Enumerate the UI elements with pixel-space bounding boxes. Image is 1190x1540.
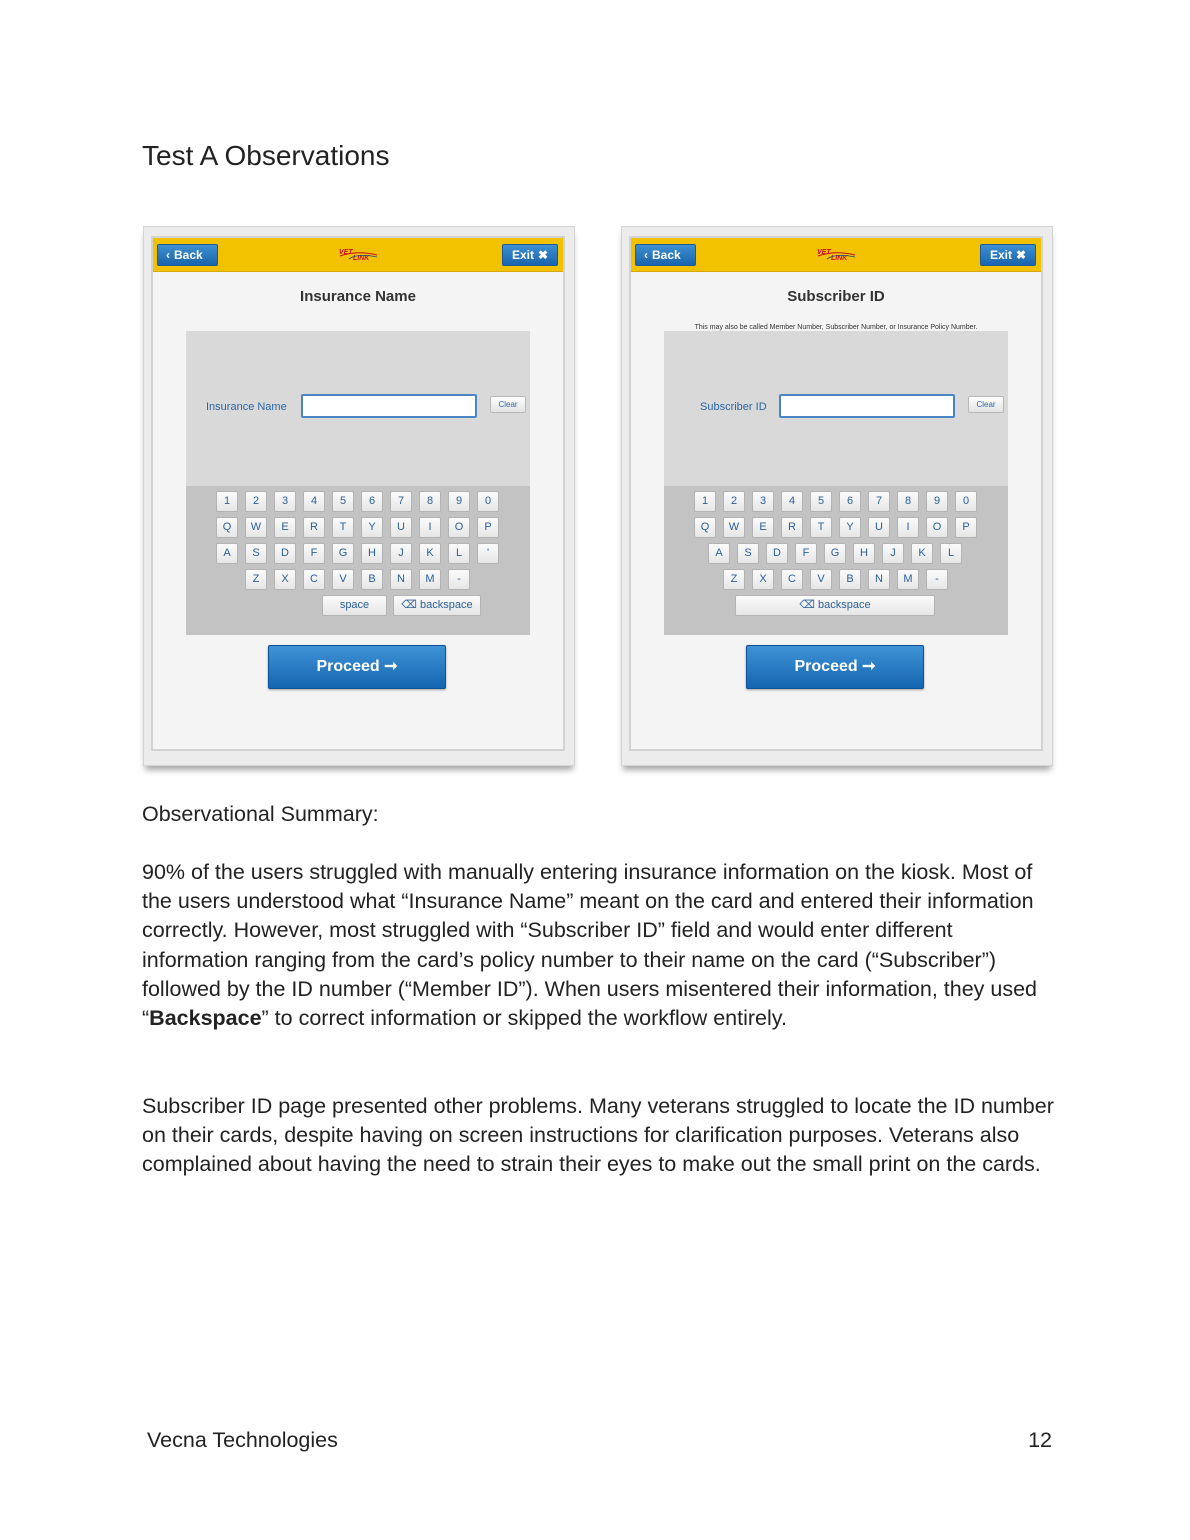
key-1[interactable]: 1 xyxy=(694,491,716,512)
key-2[interactable]: 2 xyxy=(723,491,745,512)
subscriber-id-input[interactable] xyxy=(779,394,955,418)
key-x[interactable]: X xyxy=(274,569,296,590)
insurance-name-input[interactable] xyxy=(301,394,477,418)
keyboard-row-asdf xyxy=(664,543,1008,565)
key-0[interactable]: 0 xyxy=(477,491,499,512)
vet-link-logo xyxy=(815,247,857,261)
key-z[interactable]: Z xyxy=(245,569,267,590)
backspace-key[interactable]: ⌫ backspace xyxy=(735,595,935,616)
key-q[interactable]: Q xyxy=(694,517,716,538)
key-m[interactable]: M xyxy=(897,569,919,590)
backspace-emphasis: Backspace xyxy=(149,1006,262,1031)
backspace-key[interactable]: ⌫ backspace xyxy=(393,595,481,616)
summary-paragraph-2: Subscriber ID page presented other problems. Many veterans struggled to locate the ID number on their cards, despite having on screen instructions for clarification purposes. Veterans also complained about having the need to strain their eyes to make out the small print on the cards. xyxy=(142,1094,1054,1177)
key-5[interactable]: 5 xyxy=(810,491,832,512)
keyboard-row-zxcv xyxy=(664,569,1008,591)
key-dash[interactable]: - xyxy=(926,569,948,590)
key-i[interactable]: I xyxy=(419,517,441,538)
key-7[interactable]: 7 xyxy=(868,491,890,512)
key-o[interactable]: O xyxy=(448,517,470,538)
key-apostrophe[interactable]: ' xyxy=(477,543,499,564)
back-label: Back xyxy=(174,248,203,262)
keyboard-row-numbers xyxy=(186,491,530,513)
key-k[interactable]: K xyxy=(419,543,441,564)
key-v[interactable]: V xyxy=(810,569,832,590)
key-n[interactable]: N xyxy=(868,569,890,590)
keyboard-row-backspace xyxy=(664,595,1008,617)
page-number: 12 xyxy=(1028,1428,1052,1452)
key-5[interactable]: 5 xyxy=(332,491,354,512)
key-k[interactable]: K xyxy=(911,543,933,564)
key-p[interactable]: P xyxy=(477,517,499,538)
keyboard-row-numbers xyxy=(664,491,1008,513)
key-3[interactable]: 3 xyxy=(752,491,774,512)
logo-text-top: VET xyxy=(817,249,831,256)
key-s[interactable]: S xyxy=(245,543,267,564)
close-icon: ✖ xyxy=(1015,248,1027,262)
keyboard-row-qwerty xyxy=(664,517,1008,539)
clear-button[interactable]: Clear xyxy=(490,396,526,413)
key-d[interactable]: D xyxy=(274,543,296,564)
key-p[interactable]: P xyxy=(955,517,977,538)
kiosk-screen xyxy=(151,236,565,751)
key-a[interactable]: A xyxy=(708,543,730,564)
key-g[interactable]: G xyxy=(332,543,354,564)
subscriber-id-label: Subscriber ID xyxy=(700,401,767,413)
key-b[interactable]: B xyxy=(839,569,861,590)
key-j[interactable]: J xyxy=(882,543,904,564)
top-bar xyxy=(631,238,1041,272)
logo-text-top: VET xyxy=(339,249,353,256)
proceed-label: Proceed xyxy=(316,658,380,675)
vet-link-logo xyxy=(337,247,379,261)
on-screen-keyboard xyxy=(186,486,530,635)
top-bar xyxy=(153,238,563,272)
page-title: Test A Observations xyxy=(142,140,390,171)
proceed-button[interactable] xyxy=(746,645,924,689)
key-n[interactable]: N xyxy=(390,569,412,590)
key-e[interactable]: E xyxy=(752,517,774,538)
key-q[interactable]: Q xyxy=(216,517,238,538)
arrow-right-icon: ➞ xyxy=(862,658,876,675)
on-screen-keyboard xyxy=(664,486,1008,635)
key-l[interactable]: L xyxy=(940,543,962,564)
key-y[interactable]: Y xyxy=(361,517,383,538)
insurance-name-label: Insurance Name xyxy=(206,401,287,413)
key-r[interactable]: R xyxy=(303,517,325,538)
form-panel xyxy=(186,331,530,486)
key-m[interactable]: M xyxy=(419,569,441,590)
key-4[interactable]: 4 xyxy=(781,491,803,512)
screen-instructions: This may also be called Member Number, Subscriber Number, or Insurance Policy Number. xyxy=(694,324,978,331)
key-b[interactable]: B xyxy=(361,569,383,590)
key-h[interactable]: H xyxy=(853,543,875,564)
keyboard-row-zxcv xyxy=(186,569,530,591)
key-4[interactable]: 4 xyxy=(303,491,325,512)
key-3[interactable]: 3 xyxy=(274,491,296,512)
key-u[interactable]: U xyxy=(390,517,412,538)
key-0[interactable]: 0 xyxy=(955,491,977,512)
key-l[interactable]: L xyxy=(448,543,470,564)
key-f[interactable]: F xyxy=(303,543,325,564)
arrow-right-icon: ➞ xyxy=(384,658,398,675)
logo-text-bottom: LINK xyxy=(831,255,848,261)
key-a[interactable]: A xyxy=(216,543,238,564)
screen-title: Subscriber ID xyxy=(787,288,885,305)
key-r[interactable]: R xyxy=(781,517,803,538)
key-d[interactable]: D xyxy=(766,543,788,564)
screen-title: Insurance Name xyxy=(300,288,416,305)
key-6[interactable]: 6 xyxy=(361,491,383,512)
para1-text-end: ” to correct information or skipped the workflow entirely. xyxy=(261,1006,787,1031)
key-v[interactable]: V xyxy=(332,569,354,590)
key-8[interactable]: 8 xyxy=(897,491,919,512)
key-w[interactable]: W xyxy=(723,517,745,538)
logo-text-bottom: LINK xyxy=(353,255,370,261)
key-f[interactable]: F xyxy=(795,543,817,564)
key-z[interactable]: Z xyxy=(723,569,745,590)
key-w[interactable]: W xyxy=(245,517,267,538)
key-s[interactable]: S xyxy=(737,543,759,564)
summary-heading: Observational Summary: xyxy=(142,802,379,826)
chevron-left-icon: ‹ xyxy=(166,248,170,262)
kiosk-screen xyxy=(629,236,1043,751)
chevron-left-icon: ‹ xyxy=(644,248,648,262)
key-u[interactable]: U xyxy=(868,517,890,538)
summary-paragraph-1 xyxy=(142,858,1057,1033)
key-o[interactable]: O xyxy=(926,517,948,538)
key-dash[interactable]: - xyxy=(448,569,470,590)
key-6[interactable]: 6 xyxy=(839,491,861,512)
keyboard-row-asdf xyxy=(186,543,530,565)
insurance-name-screenshot xyxy=(143,226,575,766)
key-9[interactable]: 9 xyxy=(926,491,948,512)
exit-button[interactable] xyxy=(502,244,558,266)
subscriber-id-screenshot xyxy=(621,226,1053,766)
form-panel xyxy=(664,331,1008,486)
key-1[interactable]: 1 xyxy=(216,491,238,512)
key-c[interactable]: C xyxy=(781,569,803,590)
clear-button[interactable]: Clear xyxy=(968,396,1004,413)
key-i[interactable]: I xyxy=(897,517,919,538)
key-e[interactable]: E xyxy=(274,517,296,538)
exit-label: Exit xyxy=(511,248,534,262)
key-t[interactable]: T xyxy=(810,517,832,538)
close-icon: ✖ xyxy=(537,248,549,262)
key-2[interactable]: 2 xyxy=(245,491,267,512)
key-t[interactable]: T xyxy=(332,517,354,538)
keyboard-row-space xyxy=(186,595,530,617)
key-9[interactable]: 9 xyxy=(448,491,470,512)
key-x[interactable]: X xyxy=(752,569,774,590)
key-7[interactable]: 7 xyxy=(390,491,412,512)
back-label: Back xyxy=(652,248,681,262)
key-h[interactable]: H xyxy=(361,543,383,564)
key-j[interactable]: J xyxy=(390,543,412,564)
para1-text-start: 90% of the users struggled with manually entering insurance information on the kiosk. Most of the users understood what “Insurance Name” meant on the card and entered their information correctly. However, most struggled with “Subscriber ID” field and would enter different information ranging from the card’s policy number to their name on the card (“Subscriber”) followed by the ID number (“Member ID”). When users misentered their information, they used “ xyxy=(142,860,1038,1031)
proceed-button[interactable] xyxy=(268,645,446,689)
keyboard-row-qwerty xyxy=(186,517,530,539)
key-c[interactable]: C xyxy=(303,569,325,590)
back-button[interactable] xyxy=(157,244,218,266)
exit-label: Exit xyxy=(989,248,1012,262)
key-y[interactable]: Y xyxy=(839,517,861,538)
space-key[interactable]: space xyxy=(322,595,387,616)
exit-button[interactable] xyxy=(980,244,1036,266)
key-8[interactable]: 8 xyxy=(419,491,441,512)
key-g[interactable]: G xyxy=(824,543,846,564)
proceed-label: Proceed xyxy=(794,658,858,675)
footer-company: Vecna Technologies xyxy=(147,1428,338,1452)
back-button[interactable] xyxy=(635,244,696,266)
